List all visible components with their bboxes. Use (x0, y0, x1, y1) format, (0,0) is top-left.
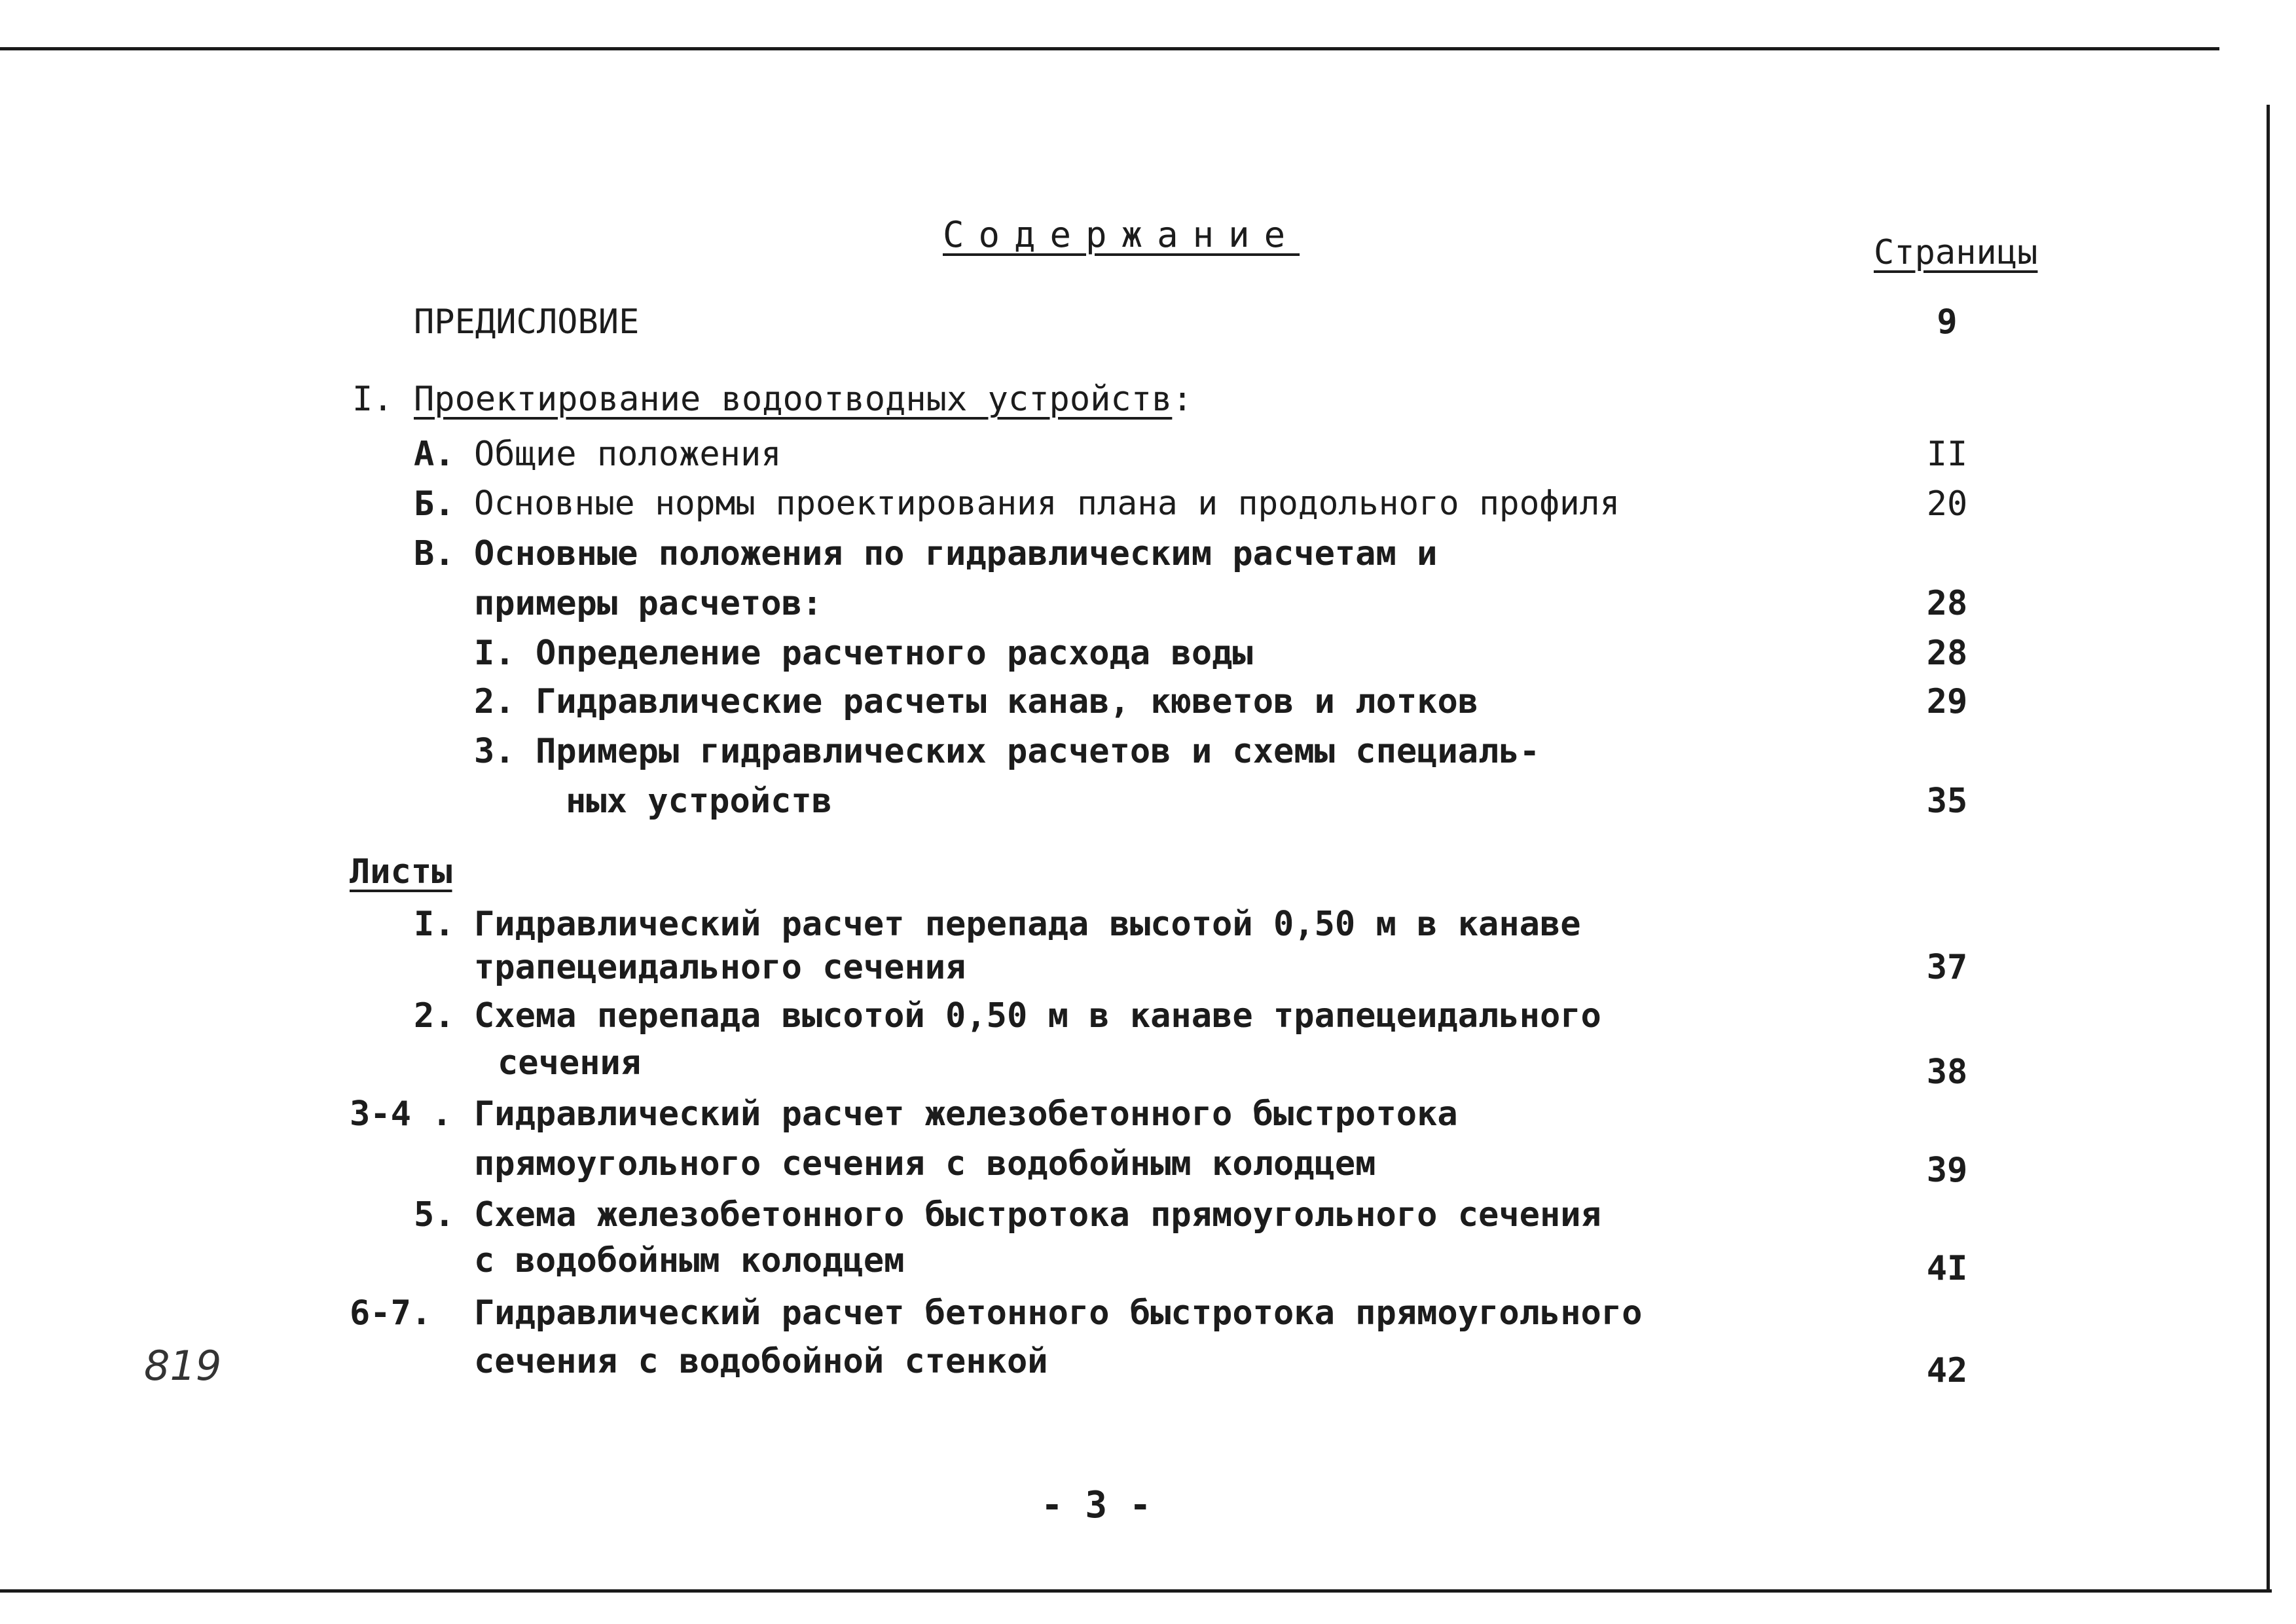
bottom-rule (0, 1589, 2272, 1593)
sheet-1-page: 37 (1926, 948, 1968, 987)
sheet-5-page: 4I (1926, 1249, 1968, 1288)
subitem-3-text-line2: ных устройств (566, 782, 832, 821)
sheet-6-7-marker: 6-7. (350, 1293, 432, 1333)
item-a-page: II (1926, 435, 1968, 474)
subitem-2-marker: 2. (474, 682, 515, 721)
subitem-2-text: Гидравлические расчеты канав, кюветов и лотков (536, 682, 1479, 721)
margin-note: 819 (144, 1342, 222, 1390)
top-rule (0, 47, 2219, 50)
sheet-1-text-line1: Гидравлический расчет перепада высотой 0,50 м в канаве (474, 905, 1581, 944)
item-b-marker: Б. (414, 484, 455, 524)
preface-label: ПРЕДИСЛОВИЕ (414, 302, 640, 342)
sheet-2-page: 38 (1926, 1053, 1968, 1092)
subitem-1-text: Определение расчетного расхода воды (536, 634, 1253, 673)
footer-page-number: - 3 - (1041, 1484, 1152, 1526)
subitem-3-page: 35 (1926, 782, 1968, 821)
sheet-6-7-text-line1: Гидравлический расчет бетонного быстротока прямоугольного (474, 1293, 1643, 1333)
sheet-2-marker: 2. (414, 996, 455, 1036)
sheet-2-text-line2: сечения (498, 1043, 642, 1083)
sheet-3-4-page: 39 (1926, 1151, 1968, 1190)
section1-title-suffix: : (1172, 380, 1193, 419)
section1-heading (414, 380, 1193, 419)
sheet-5-text-line2: с водобойным колодцем (474, 1241, 905, 1280)
item-a-marker: А. (414, 435, 455, 474)
preface-page: 9 (1937, 302, 1958, 342)
subitem-1-page: 28 (1926, 634, 1968, 673)
subitem-3-marker: 3. (474, 732, 515, 771)
item-b-page: 20 (1926, 484, 1968, 524)
right-rule (2267, 105, 2270, 1592)
sheet-6-7-text-line2: сечения с водобойной стенкой (474, 1342, 1048, 1381)
sheet-3-4-text-line1: Гидравлический расчет железобетонного быстротока (474, 1094, 1458, 1134)
subitem-2-page: 29 (1926, 682, 1968, 721)
pages-column-header: Страницы (1874, 233, 2038, 272)
sheet-1-marker: I. (414, 905, 455, 944)
item-v-marker: В. (414, 534, 455, 573)
toc-title: Содержание (943, 214, 1300, 255)
item-a-text: Общие положения (474, 435, 782, 474)
item-v-page: 28 (1926, 584, 1968, 623)
sheet-5-marker: 5. (414, 1195, 455, 1235)
item-v-text-line1: Основные положения по гидравлическим расчетам и (474, 534, 1438, 573)
item-v-text-line2: примеры расчетов: (474, 584, 823, 623)
sheet-5-text-line1: Схема железобетонного быстротока прямоугольного сечения (474, 1195, 1601, 1235)
sheet-3-4-text-line2: прямоугольного сечения с водобойным колодцем (474, 1144, 1376, 1183)
sheet-2-text-line1: Схема перепада высотой 0,50 м в канаве трапецеидального (474, 996, 1601, 1036)
section1-number: I. (352, 380, 393, 419)
sheets-heading: Листы (350, 852, 452, 892)
sheet-1-text-line2: трапецеидального сечения (474, 948, 966, 987)
subitem-3-text-line1: Примеры гидравлических расчетов и схемы специаль- (536, 732, 1540, 771)
sheet-6-7-page: 42 (1926, 1351, 1968, 1390)
section1-title: Проектирование водоотводных устройств (414, 380, 1173, 419)
item-b-text: Основные нормы проектирования плана и продольного профиля (474, 484, 1620, 523)
sheet-3-4-marker: 3-4 . (350, 1094, 452, 1134)
subitem-1-marker: I. (474, 634, 515, 673)
